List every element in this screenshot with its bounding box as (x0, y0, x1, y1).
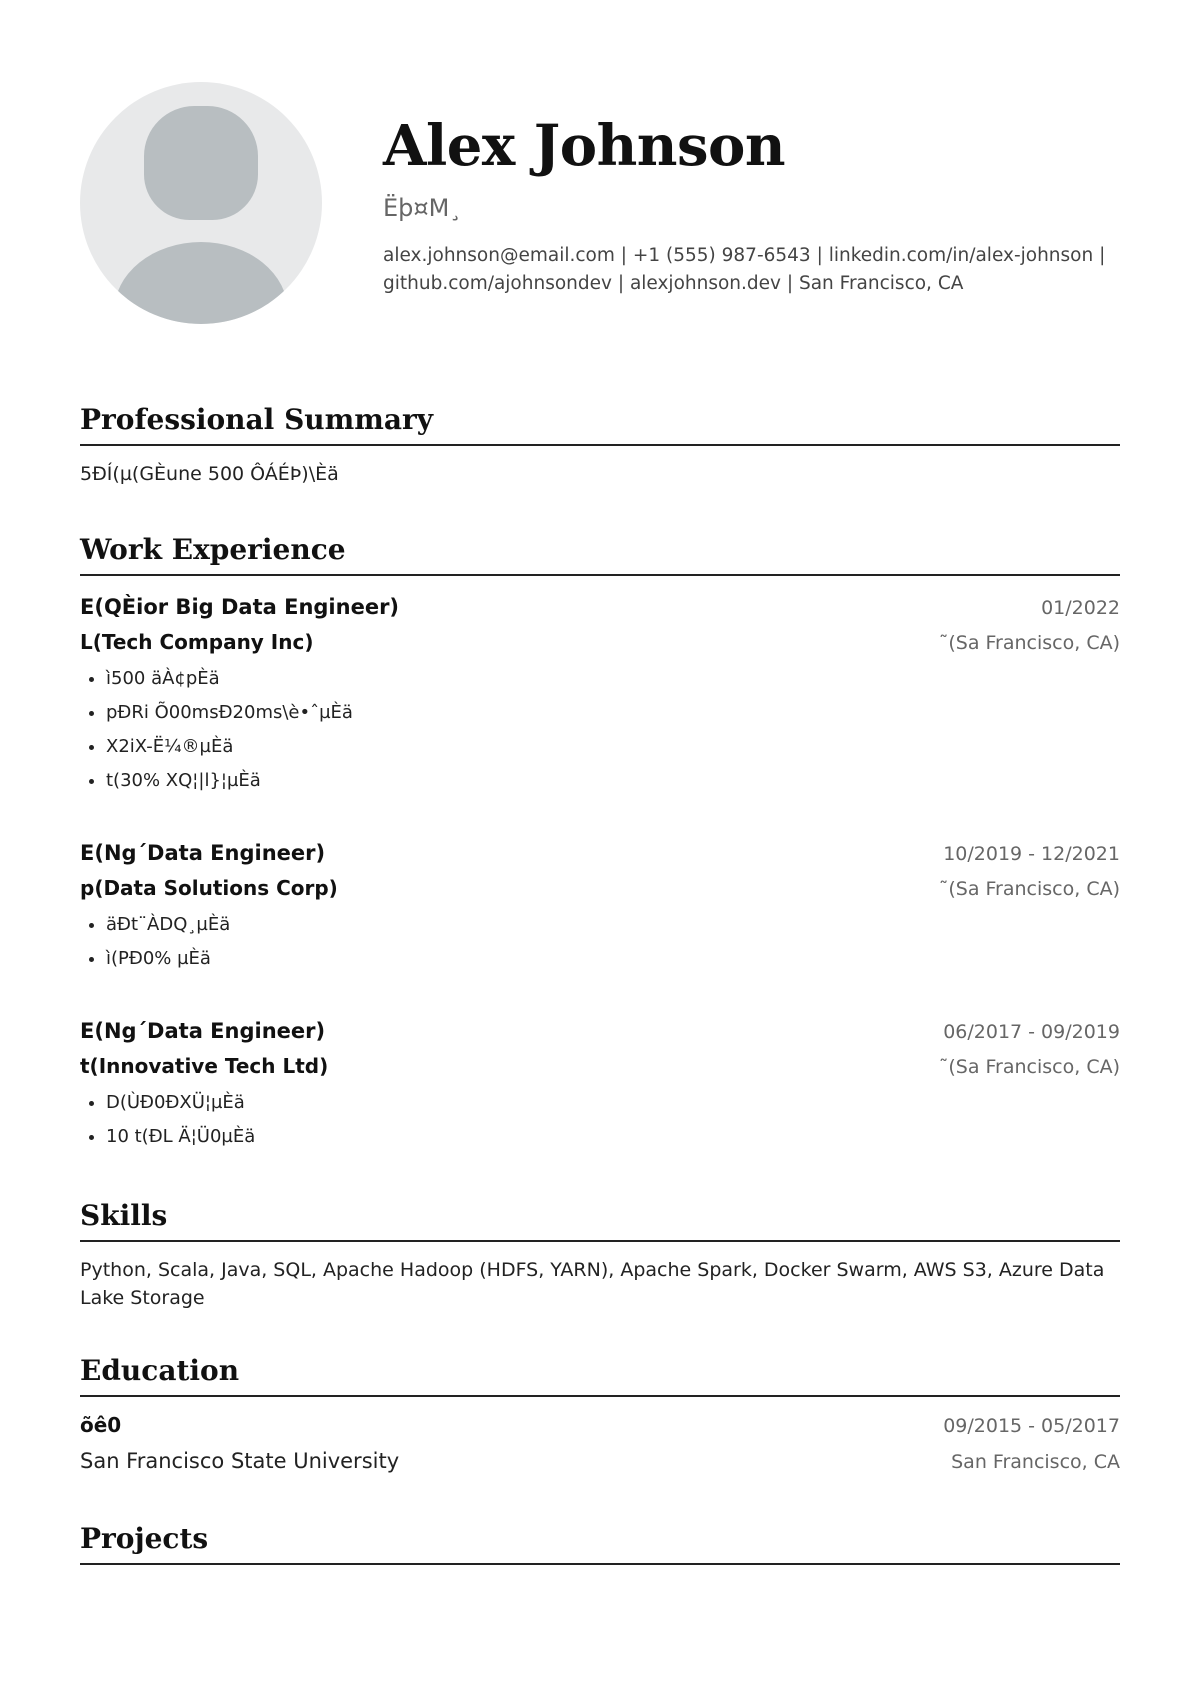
job-title: E(Ng´Data Engineer) (80, 1019, 326, 1043)
education-date: 09/2015 - 05/2017 (943, 1415, 1120, 1437)
job-title: E(Ng´Data Engineer) (80, 841, 326, 865)
job-location: ˜(Sa Francisco, CA) (938, 878, 1120, 900)
job-bullet: • t(30% XQ¦|l}¦µÈä (106, 764, 1120, 798)
skills-text: Python, Scala, Java, SQL, Apache Hadoop (HDFS, YARN), Apache Spark, Docker Swarm, AWS S3, Azure Data Lake Storage (80, 1259, 1105, 1309)
job-date: 10/2019 - 12/2021 (943, 843, 1120, 865)
summary-section (80, 400, 1120, 488)
job-bullets (80, 662, 1120, 798)
job-bullet: • D(ÙÐ0ÐXÜ¦µÈä (106, 1086, 1120, 1120)
job-entry (80, 836, 1120, 976)
job-bullet: • ì(PÐ0% µÈä (106, 942, 1120, 976)
header-info (383, 104, 1120, 298)
job-entry (80, 1014, 1120, 1154)
experience-heading: Work Experience (80, 530, 1120, 576)
education-degree: õê0 (80, 1413, 122, 1437)
job-date: 06/2017 - 09/2019 (943, 1021, 1120, 1043)
projects-heading: Projects (80, 1519, 1120, 1565)
job-bullets (80, 1086, 1120, 1154)
job-bullet: • pÐRi Õ00msÐ20ms\è•ˆµÈä (106, 696, 1120, 730)
education-heading: Education (80, 1351, 1120, 1397)
job-date: 01/2022 (1041, 597, 1120, 619)
avatar-placeholder-icon (80, 82, 322, 324)
job-title: E(QÈior Big Data Engineer) (80, 595, 400, 619)
education-section (80, 1351, 1120, 1479)
job-bullet: • 10 t(ÐL Ä¦Ü0µÈä (106, 1120, 1120, 1154)
education-location: San Francisco, CA (951, 1451, 1120, 1473)
job-bullet: • äÐt¨ÀDQ¸µÈä (106, 908, 1120, 942)
job-location: ˜(Sa Francisco, CA) (938, 1056, 1120, 1078)
job-company: p(Data Solutions Corp) (80, 876, 338, 900)
resume-page (80, 0, 1120, 1683)
job-bullet: • ì500 äÀ¢pÈä (106, 662, 1120, 696)
summary-text: 5ÐÍ(µ(GÈune 500 ÔÁÉÞ)\Èä (80, 463, 339, 485)
contact-line: alex.johnson@email.com | +1 (555) 987-6543 | linkedin.com/in/alex-johnson | github.com/ajohnsondev | alexjohnson.dev | San Francisco, CA (383, 245, 1106, 294)
candidate-headline: Ëþ¤M¸ (383, 194, 462, 222)
avatar-head-shape (144, 106, 258, 220)
job-company: L(Tech Company Inc) (80, 630, 314, 654)
candidate-name: Alex Johnson (383, 113, 786, 179)
education-entry (80, 1407, 1120, 1479)
job-location: ˜(Sa Francisco, CA) (938, 632, 1120, 654)
projects-section (80, 1519, 1120, 1565)
job-bullet: • X2iX-Ë¼®µÈä (106, 730, 1120, 764)
education-school: San Francisco State University (80, 1449, 400, 1473)
summary-heading: Professional Summary (80, 400, 1120, 446)
skills-section (80, 1196, 1120, 1312)
job-entry (80, 590, 1120, 798)
job-company: t(Innovative Tech Ltd) (80, 1054, 329, 1078)
avatar-body-shape (114, 242, 288, 324)
job-bullets (80, 908, 1120, 976)
experience-section (80, 530, 1120, 1154)
skills-heading: Skills (80, 1196, 1120, 1242)
